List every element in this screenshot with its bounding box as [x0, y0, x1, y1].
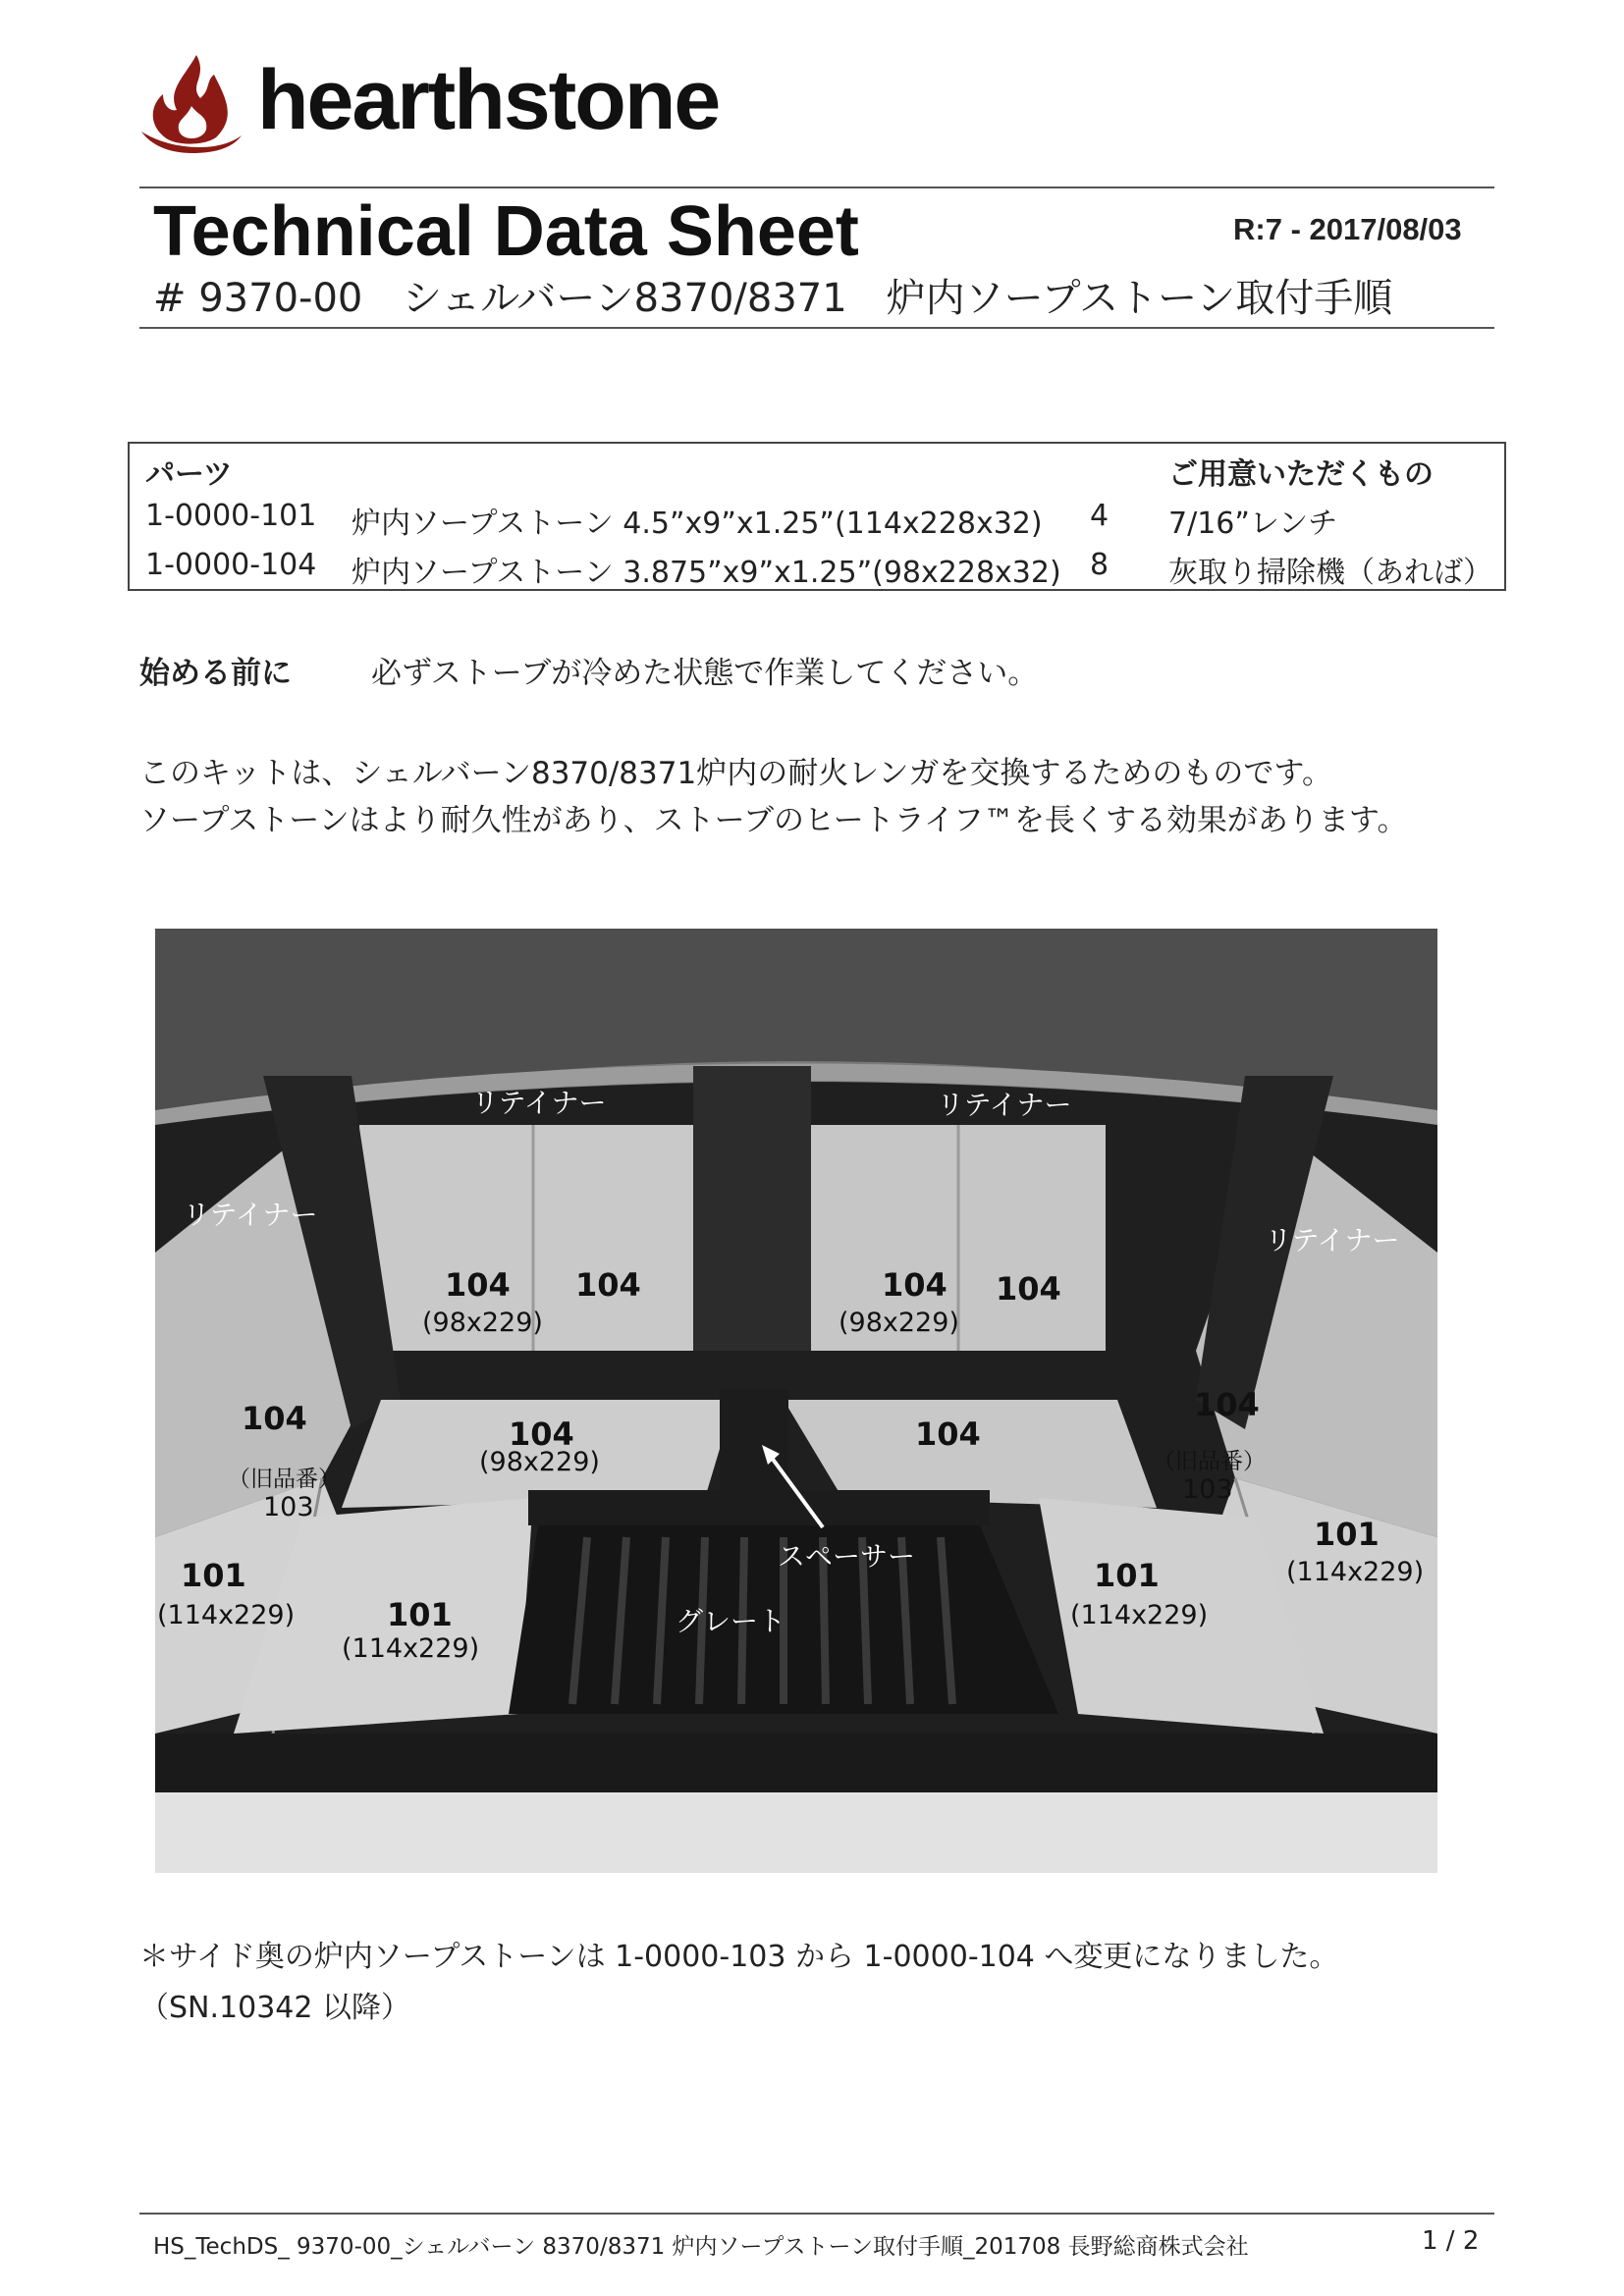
page-title: Technical Data Sheet [153, 192, 859, 271]
stone-dimension: (114x229) [157, 1600, 296, 1630]
stone-label: 104 [915, 1415, 981, 1453]
before-start-label: 始める前に [139, 656, 292, 691]
stone-label: 104 [575, 1266, 641, 1304]
stone-label: 104 [1194, 1386, 1260, 1423]
old-part-number: 103 [263, 1492, 314, 1522]
part-quantity: 4 [1090, 499, 1110, 533]
firebox-photo [155, 929, 1437, 1873]
part-number: 1-0000-101 [145, 499, 317, 533]
old-part-label: （旧品番） [228, 1467, 341, 1492]
stone-label: 101 [387, 1596, 453, 1633]
document-number: # 9370-00 [153, 276, 363, 321]
stone-dimension: (114x229) [342, 1633, 480, 1664]
stone-dimension: (114x229) [1070, 1600, 1209, 1630]
intro-line-1: このキットは、シェルバーン8370/8371炉内の耐火レンガを交換するためのものです。 [139, 756, 1332, 791]
stone-dimension: (98x229) [422, 1308, 543, 1338]
part-description: 炉内ソープストーン 4.5”x9”x1.25”(114x228x32) [352, 507, 1043, 541]
footer-text: HS_TechDS_ 9370-00_シェルバーン 8370/8371 炉内ソープストーン取付手順_201708 長野総商株式会社 [153, 2234, 1249, 2260]
spacer-label: スペーサー [778, 1540, 916, 1573]
intro-line-2: ソープストーンはより耐久性があり、ストーブのヒートライフ™を長くする効果があります。 [139, 803, 1408, 838]
tool-item: 灰取り掃除機（あれば） [1168, 556, 1492, 590]
footer-rule [139, 2213, 1494, 2215]
stone-label: 101 [1314, 1516, 1380, 1553]
grate-label: グレート [676, 1605, 786, 1637]
tools-header: ご用意いただくもの [1168, 457, 1434, 492]
retainer-label: リテイナー [471, 1087, 607, 1119]
header-top-rule [139, 187, 1494, 188]
revision-label: R:7 - 2017/08/03 [1233, 212, 1462, 246]
stone-dimension: (98x229) [479, 1447, 600, 1477]
flame-icon [137, 47, 245, 155]
stone-dimension: (98x229) [839, 1308, 959, 1338]
stone-label: 101 [181, 1557, 246, 1594]
stone-label: 104 [445, 1266, 511, 1304]
before-start-text: 必ずストーブが冷めた状態で作業してください。 [371, 656, 1039, 691]
stone-label: 101 [1094, 1557, 1160, 1594]
document-subtitle: シェルバーン8370/8371 炉内ソープストーン取付手順 [403, 276, 1393, 321]
parts-table [128, 442, 1506, 591]
old-part-label: （旧品番） [1153, 1449, 1266, 1474]
stone-label: 104 [996, 1270, 1061, 1308]
stone-label: 104 [242, 1400, 307, 1437]
old-part-number: 103 [1182, 1474, 1233, 1505]
page-number: 1 / 2 [1422, 2226, 1480, 2256]
stone-dimension: (114x229) [1286, 1557, 1425, 1587]
retainer-label: リテイナー [937, 1089, 1072, 1121]
part-description: 炉内ソープストーン 3.875”x9”x1.25”(98x228x32) [352, 556, 1061, 590]
parts-header: パーツ [145, 457, 233, 492]
tool-item: 7/16”レンチ [1168, 507, 1338, 541]
retainer-label: リテイナー [1265, 1224, 1400, 1256]
stone-label: 104 [509, 1415, 574, 1453]
stone-label: 104 [882, 1266, 947, 1304]
retainer-label: リテイナー [183, 1199, 318, 1231]
note-line-2: （SN.10342 以降） [139, 1991, 410, 2025]
part-number: 1-0000-104 [145, 548, 317, 582]
logo-wordmark: hearthstone [257, 53, 720, 147]
part-quantity: 8 [1090, 548, 1110, 582]
note-line-1: ＊サイド奥の炉内ソープストーンは 1-0000-103 から 1-0000-104 へ変更になりました。 [139, 1940, 1339, 1974]
header-bottom-rule [139, 327, 1494, 329]
